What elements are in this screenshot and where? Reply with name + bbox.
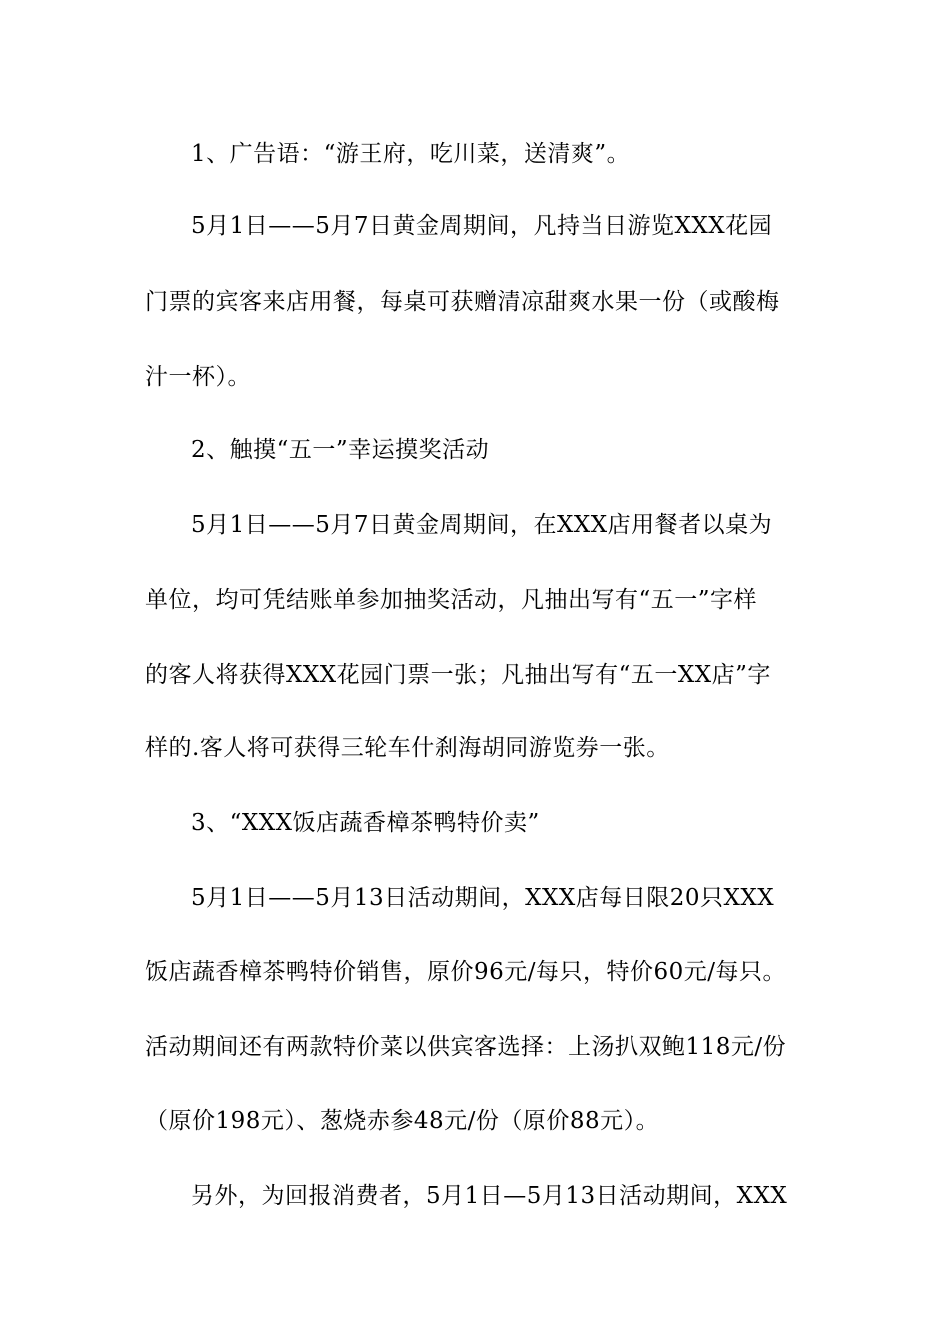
paragraph-line: 5月1日——5月13日活动期间，XXX店每日限20只XXX — [191, 885, 775, 911]
paragraph-heading-2: 2、触摸“五一”幸运摸奖活动 — [191, 437, 490, 463]
paragraph-line: 样的.客人将可获得三轮车什刹海胡同游览券一张。 — [145, 735, 670, 761]
paragraph-line: 的客人将获得XXX花园门票一张；凡抽出写有“五一XX店”字 — [145, 662, 771, 688]
paragraph-line: 5月1日——5月7日黄金周期间，凡持当日游览XXX花园 — [191, 213, 773, 239]
paragraph-heading-1: 1、广告语：“游王府，吃川菜，送清爽”。 — [191, 141, 631, 167]
paragraph-line: 5月1日——5月7日黄金周期间，在XXX店用餐者以桌为 — [191, 512, 773, 538]
paragraph-line: 另外，为回报消费者，5月1日—5月13日活动期间，XXX — [191, 1183, 788, 1209]
paragraph-line: 单位，均可凭结账单参加抽奖活动，凡抽出写有“五一”字样 — [145, 587, 758, 613]
paragraph-line: （原价198元）、葱烧赤参48元/份（原价88元）。 — [145, 1108, 660, 1134]
paragraph-line: 饭店蔬香樟茶鸭特价销售，原价96元/每只，特价60元/每只。 — [145, 959, 787, 985]
paragraph-heading-3: 3、“XXX饭店蔬香樟茶鸭特价卖” — [191, 810, 540, 836]
paragraph-line: 门票的宾客来店用餐，每桌可获赠清凉甜爽水果一份（或酸梅 — [145, 289, 780, 315]
paragraph-line: 活动期间还有两款特价菜以供宾客选择：上汤扒双鲍118元/份 — [145, 1034, 787, 1060]
paragraph-line: 汁一杯）。 — [145, 364, 251, 390]
